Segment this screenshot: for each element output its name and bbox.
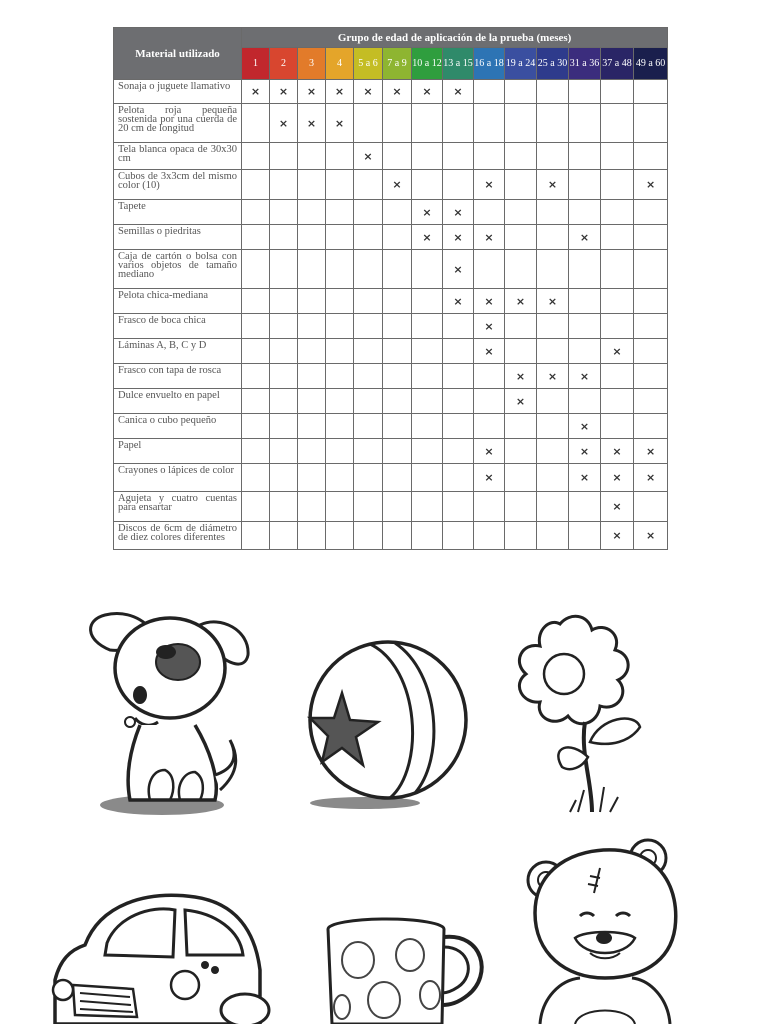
material-name: Semillas o piedritas [114,225,242,250]
mark-cell-checked: × [443,200,474,225]
mark-cell-empty [601,414,634,439]
table-row [114,522,668,550]
mark-cell-empty [537,439,569,464]
mark-cell-empty [537,200,569,225]
material-name: Crayones o lápices de color [114,464,242,492]
material-name: Dulce envuelto en papel [114,389,242,414]
mark-cell-empty [601,170,634,200]
mark-cell-empty [569,200,601,225]
material-name: Tapete [114,200,242,225]
mark-cell-empty [412,250,443,289]
mark-cell-empty [443,522,474,550]
mark-cell-empty [569,143,601,170]
mark-cell-empty [412,414,443,439]
mark-cell-empty [634,389,668,414]
puppy-drawing [80,600,260,825]
mark-cell-empty [242,170,270,200]
mark-cell-empty [298,225,326,250]
teddy-bear-drawing [520,838,690,1024]
mark-cell-empty [474,104,505,143]
mark-cell-empty [505,414,537,439]
mark-cell-checked: × [412,80,443,104]
mark-cell-empty [298,170,326,200]
mark-cell-checked: × [474,464,505,492]
mark-cell-empty [634,492,668,522]
ball-with-star-drawing [300,638,475,813]
material-name: Tela blanca opaca de 30x30 cm [114,143,242,170]
material-name: Frasco con tapa de rosca [114,364,242,389]
mark-cell-empty [474,80,505,104]
mark-cell-empty [326,492,354,522]
mark-cell-checked: × [505,289,537,314]
mark-cell-empty [242,200,270,225]
mark-cell-empty [354,389,383,414]
mark-cell-empty [242,314,270,339]
mark-cell-checked: × [601,439,634,464]
mark-cell-checked: × [569,464,601,492]
mark-cell-checked: × [412,225,443,250]
mark-cell-empty [537,492,569,522]
flower-drawing [500,612,650,822]
mark-cell-empty [326,170,354,200]
mark-cell-empty [443,492,474,522]
mark-cell-empty [634,80,668,104]
mark-cell-empty [443,314,474,339]
mark-cell-empty [569,492,601,522]
mark-cell-checked: × [383,170,412,200]
mark-cell-empty [242,439,270,464]
mark-cell-empty [298,522,326,550]
mark-cell-empty [383,439,412,464]
mark-cell-checked: × [443,289,474,314]
age-group-header: 4 [326,48,354,80]
age-group-header: 37 a 48 [601,48,634,80]
mark-cell-empty [354,200,383,225]
mark-cell-empty [634,104,668,143]
material-name: Caja de cartón o bolsa con varios objetos de tamaño mediano [114,250,242,289]
material-name: Papel [114,439,242,464]
mark-cell-empty [505,200,537,225]
material-name: Sonaja o juguete llamativo [114,80,242,104]
mark-cell-empty [443,414,474,439]
mark-cell-empty [569,104,601,143]
mark-cell-empty [412,170,443,200]
mark-cell-empty [354,464,383,492]
age-group-header: 25 a 30 [537,48,569,80]
table-row [114,464,668,492]
mark-cell-empty [242,104,270,143]
mark-cell-empty [443,170,474,200]
mark-cell-empty [270,250,298,289]
mark-cell-checked: × [383,80,412,104]
mark-cell-empty [383,522,412,550]
mark-cell-empty [569,250,601,289]
mark-cell-empty [537,104,569,143]
mark-cell-empty [443,464,474,492]
age-group-header: 49 a 60 [634,48,668,80]
mark-cell-empty [569,339,601,364]
mark-cell-empty [569,389,601,414]
mark-cell-empty [383,289,412,314]
mark-cell-empty [270,364,298,389]
mark-cell-empty [474,250,505,289]
mark-cell-empty [383,143,412,170]
mark-cell-empty [569,170,601,200]
mark-cell-empty [270,170,298,200]
mark-cell-checked: × [634,464,668,492]
table-row [114,143,668,170]
mark-cell-empty [537,250,569,289]
mark-cell-empty [298,389,326,414]
mark-cell-empty [443,339,474,364]
mark-cell-checked: × [601,522,634,550]
mark-cell-checked: × [505,364,537,389]
mark-cell-empty [474,492,505,522]
age-group-header: 10 a 12 [412,48,443,80]
mark-cell-empty [634,289,668,314]
mark-cell-empty [443,389,474,414]
table-row [114,364,668,389]
mark-cell-empty [354,289,383,314]
age-group-header: 16 a 18 [474,48,505,80]
mark-cell-empty [270,314,298,339]
mark-cell-empty [601,364,634,389]
table-row [114,414,668,439]
mark-cell-empty [354,439,383,464]
mark-cell-empty [505,80,537,104]
mark-cell-empty [242,464,270,492]
mark-cell-empty [383,492,412,522]
mark-cell-empty [569,289,601,314]
mark-cell-empty [412,439,443,464]
mark-cell-empty [270,200,298,225]
mark-cell-empty [326,289,354,314]
mark-cell-empty [298,439,326,464]
mark-cell-empty [537,522,569,550]
mark-cell-empty [326,389,354,414]
mark-cell-empty [298,464,326,492]
mark-cell-empty [242,414,270,439]
mark-cell-empty [601,389,634,414]
mark-cell-empty [354,364,383,389]
table-row [114,225,668,250]
mark-cell-checked: × [601,492,634,522]
mark-cell-empty [326,143,354,170]
mark-cell-checked: × [412,200,443,225]
mark-cell-checked: × [634,439,668,464]
mark-cell-empty [537,143,569,170]
mark-cell-checked: × [474,289,505,314]
mark-cell-empty [270,414,298,439]
age-group-header: 1 [242,48,270,80]
mark-cell-empty [270,143,298,170]
mark-cell-empty [326,464,354,492]
mark-cell-checked: × [537,289,569,314]
age-group-header: 5 a 6 [354,48,383,80]
table-row [114,314,668,339]
mark-cell-empty [634,314,668,339]
mark-cell-empty [412,522,443,550]
header-material: Material utilizado [114,28,242,80]
material-name: Agujeta y cuatro cuentas para ensartar [114,492,242,522]
mark-cell-empty [601,225,634,250]
mark-cell-empty [537,314,569,339]
toy-car-drawing [45,885,275,1024]
mark-cell-empty [326,200,354,225]
mark-cell-empty [443,104,474,143]
table-row [114,289,668,314]
age-group-header: 19 a 24 [505,48,537,80]
mark-cell-checked: × [474,225,505,250]
material-name: Láminas A, B, C y D [114,339,242,364]
mark-cell-empty [505,339,537,364]
table-row [114,439,668,464]
mark-cell-empty [354,170,383,200]
mark-cell-empty [298,314,326,339]
age-group-header: 2 [270,48,298,80]
mark-cell-empty [537,464,569,492]
mark-cell-empty [354,104,383,143]
mark-cell-empty [412,364,443,389]
material-name: Frasco de boca chica [114,314,242,339]
mark-cell-empty [634,364,668,389]
mark-cell-empty [443,364,474,389]
mark-cell-empty [505,225,537,250]
mark-cell-empty [505,314,537,339]
mark-cell-checked: × [354,80,383,104]
mark-cell-empty [383,314,412,339]
mark-cell-checked: × [474,339,505,364]
mark-cell-checked: × [298,104,326,143]
mark-cell-empty [354,225,383,250]
mark-cell-empty [270,522,298,550]
mark-cell-empty [242,250,270,289]
mark-cell-empty [354,250,383,289]
mark-cell-checked: × [443,80,474,104]
mark-cell-empty [537,225,569,250]
mark-cell-empty [270,339,298,364]
mark-cell-checked: × [270,80,298,104]
mark-cell-empty [354,314,383,339]
mark-cell-empty [242,389,270,414]
mark-cell-empty [354,414,383,439]
mark-cell-empty [383,414,412,439]
mark-cell-empty [601,250,634,289]
mark-cell-empty [383,339,412,364]
age-group-header: 7 a 9 [383,48,412,80]
mark-cell-empty [601,143,634,170]
header-age-group: Grupo de edad de aplicación de la prueba (meses) [242,28,668,48]
mark-cell-empty [474,364,505,389]
material-name: Pelota chica-mediana [114,289,242,314]
mark-cell-empty [298,414,326,439]
mark-cell-empty [354,339,383,364]
mark-cell-empty [383,250,412,289]
mark-cell-empty [505,250,537,289]
mark-cell-empty [242,225,270,250]
table-row [114,170,668,200]
material-name: Cubos de 3x3cm del mismo color (10) [114,170,242,200]
material-name: Discos de 6cm de diámetro de diez colores diferentes [114,522,242,550]
mark-cell-empty [569,522,601,550]
mark-cell-empty [298,339,326,364]
mark-cell-checked: × [601,464,634,492]
mark-cell-empty [298,364,326,389]
mark-cell-empty [298,250,326,289]
mark-cell-empty [474,143,505,170]
mark-cell-empty [537,389,569,414]
mark-cell-empty [634,250,668,289]
mark-cell-empty [298,492,326,522]
mark-cell-empty [412,104,443,143]
mark-cell-empty [383,225,412,250]
mark-cell-empty [326,225,354,250]
table-row [114,492,668,522]
mark-cell-checked: × [537,364,569,389]
mark-cell-empty [537,414,569,439]
mark-cell-empty [601,200,634,225]
mark-cell-empty [505,522,537,550]
table-row [114,104,668,143]
mark-cell-empty [634,143,668,170]
material-name: Canica o cubo pequeño [114,414,242,439]
mark-cell-empty [326,439,354,464]
mark-cell-empty [298,200,326,225]
mark-cell-empty [270,225,298,250]
mark-cell-empty [601,104,634,143]
mark-cell-empty [474,414,505,439]
mark-cell-empty [537,80,569,104]
mark-cell-empty [242,522,270,550]
mark-cell-empty [474,200,505,225]
mark-cell-empty [505,492,537,522]
mark-cell-empty [634,414,668,439]
mark-cell-empty [383,200,412,225]
mark-cell-empty [270,289,298,314]
mark-cell-checked: × [326,80,354,104]
mark-cell-empty [474,389,505,414]
mark-cell-checked: × [505,389,537,414]
mark-cell-checked: × [443,250,474,289]
mark-cell-empty [634,200,668,225]
mark-cell-checked: × [298,80,326,104]
mark-cell-checked: × [474,170,505,200]
table-row [114,339,668,364]
mark-cell-empty [383,389,412,414]
mark-cell-checked: × [537,170,569,200]
mark-cell-empty [412,464,443,492]
materials-table-body [114,80,668,550]
mark-cell-empty [505,143,537,170]
mark-cell-checked: × [601,339,634,364]
spotted-mug-drawing [318,915,493,1024]
mark-cell-checked: × [354,143,383,170]
mark-cell-empty [537,339,569,364]
mark-cell-checked: × [569,364,601,389]
mark-cell-empty [443,143,474,170]
mark-cell-empty [412,314,443,339]
mark-cell-empty [383,464,412,492]
mark-cell-empty [270,492,298,522]
mark-cell-empty [326,414,354,439]
mark-cell-empty [270,464,298,492]
table-row [114,200,668,225]
mark-cell-empty [270,389,298,414]
table-row [114,80,668,104]
mark-cell-empty [601,80,634,104]
mark-cell-empty [412,492,443,522]
mark-cell-empty [601,289,634,314]
mark-cell-checked: × [270,104,298,143]
mark-cell-empty [326,250,354,289]
mark-cell-empty [242,289,270,314]
mark-cell-empty [383,364,412,389]
mark-cell-empty [569,80,601,104]
mark-cell-checked: × [326,104,354,143]
table-row [114,250,668,289]
age-group-header: 13 a 15 [443,48,474,80]
mark-cell-empty [326,364,354,389]
table-row [114,389,668,414]
mark-cell-checked: × [474,314,505,339]
age-group-header: 3 [298,48,326,80]
mark-cell-checked: × [569,225,601,250]
mark-cell-empty [505,464,537,492]
mark-cell-empty [326,314,354,339]
materials-age-table [113,27,668,550]
mark-cell-empty [443,439,474,464]
mark-cell-empty [412,339,443,364]
mark-cell-empty [242,492,270,522]
mark-cell-empty [634,225,668,250]
mark-cell-checked: × [443,225,474,250]
mark-cell-checked: × [569,439,601,464]
mark-cell-empty [505,439,537,464]
mark-cell-empty [412,289,443,314]
mark-cell-empty [354,522,383,550]
mark-cell-empty [242,339,270,364]
mark-cell-empty [634,339,668,364]
mark-cell-empty [412,389,443,414]
mark-cell-empty [354,492,383,522]
mark-cell-checked: × [569,414,601,439]
mark-cell-checked: × [634,170,668,200]
mark-cell-empty [326,339,354,364]
mark-cell-empty [474,522,505,550]
mark-cell-checked: × [474,439,505,464]
mark-cell-empty [326,522,354,550]
material-name: Pelota roja pequeña sostenida por una cuerda de 20 cm de longitud [114,104,242,143]
mark-cell-empty [270,439,298,464]
mark-cell-empty [601,314,634,339]
mark-cell-checked: × [634,522,668,550]
mark-cell-empty [505,104,537,143]
mark-cell-empty [298,289,326,314]
mark-cell-empty [569,314,601,339]
mark-cell-empty [298,143,326,170]
mark-cell-empty [383,104,412,143]
mark-cell-empty [242,143,270,170]
mark-cell-checked: × [242,80,270,104]
age-group-header: 31 a 36 [569,48,601,80]
mark-cell-empty [505,170,537,200]
mark-cell-empty [412,143,443,170]
mark-cell-empty [242,364,270,389]
